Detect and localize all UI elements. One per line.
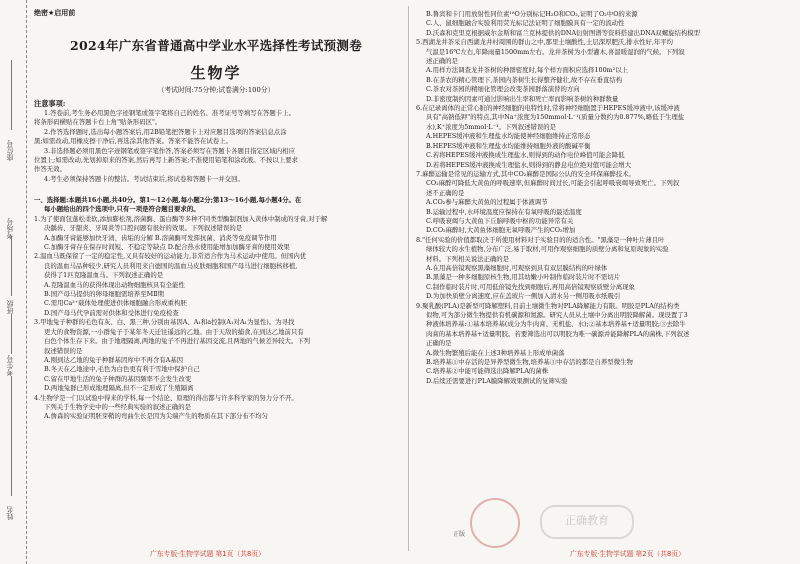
exam-title: 2024年广东省普通高中学业水平选择性考试预测卷 (70, 38, 362, 53)
question-line: CO₂麻醉可降低大黄鱼的呼吸速率,但麻醉时间过长,可能会引起呼吸衰竭导致死亡。下列叙 (426, 179, 680, 188)
option-line: B.培养基①中存活的是异养型微生物,培养基③中存活的都是自养型微生物 (426, 358, 633, 367)
option-line: A.CO₂参与麻醉大黄鱼的过程属于体液调节 (426, 198, 548, 207)
option-line: B.国产母马提供的卵母细胞需培养至MⅡ期 (44, 290, 164, 299)
question-line: 材料。下列相关说法正确的是 (426, 254, 510, 263)
question-line: 似物,可为部分微生物提供有机碳源和氮源。研究人员从土壤中分离出明胶降解菌。现设置了3 (426, 311, 688, 319)
question-line: 7.麻醉运输是常见的运输方式,其中CO₂麻醉是国际公认的安全环保麻醉技术。 (416, 169, 635, 178)
section-heading: 每小题给出的四个选项中,只有一项是符合题目要求的。 (44, 205, 200, 214)
watermark-logo: 正确教育 (540, 505, 634, 539)
page-2-column (416, 0, 796, 564)
option-line: A.HEPES缓冲液和生理盐水均能使神经细胞维持正常形态 (426, 132, 591, 141)
option-line: C.培养基②中能可能筛选出降解PLA的菌株 (426, 367, 549, 376)
question-line: 获得了1匹克隆温血马。下列叙述正确的是 (44, 271, 164, 280)
option-line: D.非密度制约因素可通过影响出生率和死亡率而影响茶树的种群数量 (426, 94, 619, 103)
question-line: 具有"高钠低钾"的特点,其中Na⁺浓度为150mmol·L⁻¹(质量分数约为0.877%,略低于生理盐 (426, 113, 685, 122)
gutter-line (11, 60, 12, 130)
notice-line: 3.非选择题必须用黑色字迹钢笔或签字笔作答,答案必须写在答题卡各题目指定区域内相应 (44, 146, 295, 155)
gutter-label-room: 考场号 (6, 218, 14, 239)
option-line: D.为加快质壁分离速度,应在盖玻片一侧加入清水另一侧用吸水纸吸引 (426, 292, 621, 301)
question-line: 水),K⁺浓度为5mmol·L⁻¹。下列叙述错误的是 (426, 122, 557, 131)
question-line: 更大的食物资源,一小群兔子于某年冬天迁往遥远的乙地。由于天敌的捕食,在到达乙地前只有 (44, 327, 304, 336)
question-line: 肉膏的基本培养基+适量明胶。若要筛选出可以明胶为唯一碳源并能降解PLA的菌株,下列叙述 (426, 329, 690, 338)
notice-line: 4.考生必须保持答题卡的整洁。考试结束后,将试卷和答题卡一并交回。 (44, 174, 244, 183)
option-line: A.微生物繁殖后能在上述3种培养基上形成单菌落 (426, 348, 565, 357)
question-line: 绿体较大的水生植物,分布广泛,易于取材,可用作观察细胞的质壁分离和复原现象的实验 (426, 245, 669, 254)
question-line: 4.生物学是一门以试验中得来的学科,每一个结论、原理的得出都与许多科学家的努力分不开。 (34, 393, 298, 402)
subject-title: 生物学 (190, 64, 242, 82)
secret-label: 绝密★启用前 (34, 9, 76, 17)
question-line: 6.在记录离体的正常心脏的神经细胞的电特性时,常将神经细胞置于HEPES缓冲液中,该缓冲液 (416, 104, 680, 113)
question-line: 述不正确的是 (426, 188, 465, 197)
seal-stamp (470, 498, 520, 548)
option-line: D.后续还需要进行PLA膜降解效果测试的复筛实验 (426, 376, 568, 385)
option-line: A.刚到达乙地的兔子种群基因库中不再含有A基因 (44, 355, 184, 364)
option-line: B.冬天在乙地途中,毛色为白色更有利于雪地中保护自己 (44, 365, 200, 374)
notice-heading: 注意事项: (34, 99, 66, 108)
question-line: 2.温血马既保留了一定的稳定性,又具有较好的运动能力,非常适合作为马术运动中使用。但国内优 (34, 252, 307, 261)
question-line: 下列关于生物学史中的一些经典实验的叙述正确的是 (44, 402, 191, 411)
gutter-label-name: 姓名 (6, 506, 14, 520)
question-line: 决龋齿、牙龈炎、牙周炎等口腔问题有很好的效果。下列叙述错误的是 (44, 224, 243, 233)
option-line: A.加酶牙膏能够加快牙渍、齿垢的分解 B.溶菌酶可发挥抗菌、消炎等免疫调节作用 (44, 233, 277, 242)
column-divider (408, 6, 409, 551)
notice-line: 2.作答选择题时,选出每小题答案后,用2B铅笔把答题卡上对应题目选项的答案信息点涂 (44, 127, 287, 136)
option-line: A.詹森的实验证明胚芽鞘的弯曲生长是因为尖端产生的物质在其下部分布不均匀 (44, 412, 268, 421)
binding-gutter (0, 0, 27, 564)
question-line: 叙述错误的是 (44, 346, 83, 355)
option-line: C.呼吸衰竭与大黄鱼下丘脑呼吸中枢的功能异常有关 (426, 216, 574, 225)
notice-line: 1.答卷前,考生务必用黑色字迹钢笔或签字笔将自己的姓名、准考证号等填写在答题卡上。 (44, 109, 295, 117)
notice-line: 黑;如需改动,用橡皮擦干净后,再选涂其他答案。答案不能答在试卷上。 (34, 137, 232, 146)
option-line: C.若将HEPES缓冲液换成生理盐水,则得到的动作电位峰值可能会降低 (426, 151, 625, 160)
page-2-questions (416, 10, 794, 386)
question-line: 8."任何实验的价值都取决于所使用材料对于实验目的的适合性。"黑藻是一种叶片薄且叶 (416, 235, 665, 244)
gutter-label-seat: 座位号 (6, 140, 14, 161)
question-line: 白色个体生存下来。由于地理隔离,两地的兔子不再进行基因交流,且两地的气候差异较大。下列 (44, 337, 311, 346)
notice-line: 位置上;如需改动,先划掉原来的答案,然后再写上新答案;不准使用铅笔和涂改液。不按以上要求 (34, 156, 298, 165)
exam-meta: （考试时间:75分钟;试卷满分:100分） (157, 86, 275, 94)
question-line: 种液体培养基:①基本培养基(成分为牛肉膏、无机盐、水);②基本培养基+适量明胶;③去除牛 (426, 320, 686, 329)
page-footer-left: 广东专版·生物学试题 第1页（共8页） (150, 550, 265, 558)
option-line: C.加酶牙膏存在保存时间短、不稳定等缺点 D.配合热水使用能增加加酶牙膏的使用效果 (44, 243, 290, 252)
option-line: B.运输过程中,水环境温度应保持在有氧呼吸的最适温度 (426, 207, 582, 216)
option-line: B.HEPES缓冲液和生理盐水均能维持细胞外液的酸碱平衡 (426, 141, 591, 150)
notice-line: 将条形码横贴在答题卡右上角"贴条形码区"。 (34, 118, 162, 127)
question-line: 5.西湖龙井茶采自西湖龙井村周围的群山之中,那里土壤酸性,土层深厚肥沃,排水性好,年平均 (416, 38, 674, 47)
notice-block (34, 98, 400, 184)
gutter-line (11, 376, 12, 496)
option-line: C.制作临时装片时,可用低倍镜先找到细胞后,再用高倍镜观察质壁分离现象 (426, 282, 635, 291)
section-1 (34, 196, 400, 422)
option-line: D.沃森和克里克根据威尔金斯和富兰克林提供的DNA衍射图谱等资料搭建出DNA双螺旋结构模型 (426, 28, 701, 37)
page-footer-right: 广东专版·生物学试题 第2页（共8页） (570, 550, 685, 558)
option-line: A.在用高倍镜观察黑藻细胞时,可观察到具有双层膜结构的叶绿体 (426, 263, 608, 272)
option-line: C.茶农对茶园的精细化管理会改变茶园群落演替的方向 (426, 85, 580, 94)
section-heading: 一、选择题:本题共16小题,共40分。第1～12小题,每小题2分;第13～16小题,每小题4分。在 (34, 196, 302, 204)
question-line: 正确的是 (426, 339, 452, 348)
notice-line: 作答无效。 (34, 165, 66, 174)
page-1-column (30, 0, 402, 564)
option-line: C.留在甲地生活的兔子种群的基因频率不会发生改变 (44, 374, 192, 383)
option-line: D.两地兔群已形成地理隔离,但不一定形成了生殖隔离 (44, 384, 194, 393)
option-line: A.克隆温血马的获得体现出动物细胞核具有全能性 (44, 280, 185, 289)
option-line: C.人、鼠细胞融合实验利用荧光标记法证明了细胞膜具有一定的流动性 (426, 19, 625, 28)
gutter-line (11, 314, 12, 354)
option-line: D.若将HEPES缓冲液换成生理盐水,则得到的静息电位绝对值可能会增大 (426, 160, 632, 169)
question-line: 良的温血马品种较少,研究人员利用来自德国的温血马皮肤细胞和国产母马进行细胞核移植, (44, 261, 298, 270)
gutter-line (11, 236, 12, 296)
option-line: D.国产母马代孕前需对供体和受体进行免疫检查 (44, 308, 179, 317)
gutter-label-id: 考生号 (6, 355, 14, 376)
option-line: D.CO₂麻醉时,大黄鱼体细胞无氧呼吸产生的CO₂增加 (426, 226, 576, 235)
question-line: 1.为了使面包蓬松柔软,添加膨松剂,溶菌酶、蛋白酶等多种不同类型酶制剂加入黄体中制成的牙膏,对于解 (34, 214, 328, 223)
question-line: 3.甲地兔子种群的毛色有灰、白、黑三种,分别由基因A、A₁和a控制(A₁对A₁为显性)。为寻找 (34, 318, 295, 327)
option-line: B.黑藻是一种多细胞原核生物,用其幼嫩小叶制作临时装片时不需切片 (426, 273, 621, 282)
stamp-label: 正版 (453, 531, 466, 538)
gutter-label-class: 班级 (6, 300, 14, 314)
option-line: B.在茶农的精心管理下,茶园内茶树生长得整齐健壮,故不存在垂直结构 (426, 75, 623, 84)
question-line: 气温是16℃左右,年降雨量1500mm左右。龙井茶树为小型灌木,喜温暖湿润的气候。下列叙 (426, 47, 685, 56)
option-line: A.用样方法调查龙井茶树的种群密度时,每个样方面积应选择100m²以上 (426, 66, 629, 75)
option-line: C.需用Ca²⁺载体处理使进供体细胞融合形成重构胚 (44, 299, 187, 308)
question-line: 9.聚乳酸(PLA)是新型可降解塑料,目前土壤微生物对PLA降解能力有限。明胶是PLA的结构类 (416, 301, 680, 310)
question-line: 述正确的是 (426, 57, 458, 66)
option-line: B.鲁宾和卡门用放射性同位素¹⁸O分别标记H₂O和CO₂,证明了O₂中O的来源 (426, 10, 638, 18)
